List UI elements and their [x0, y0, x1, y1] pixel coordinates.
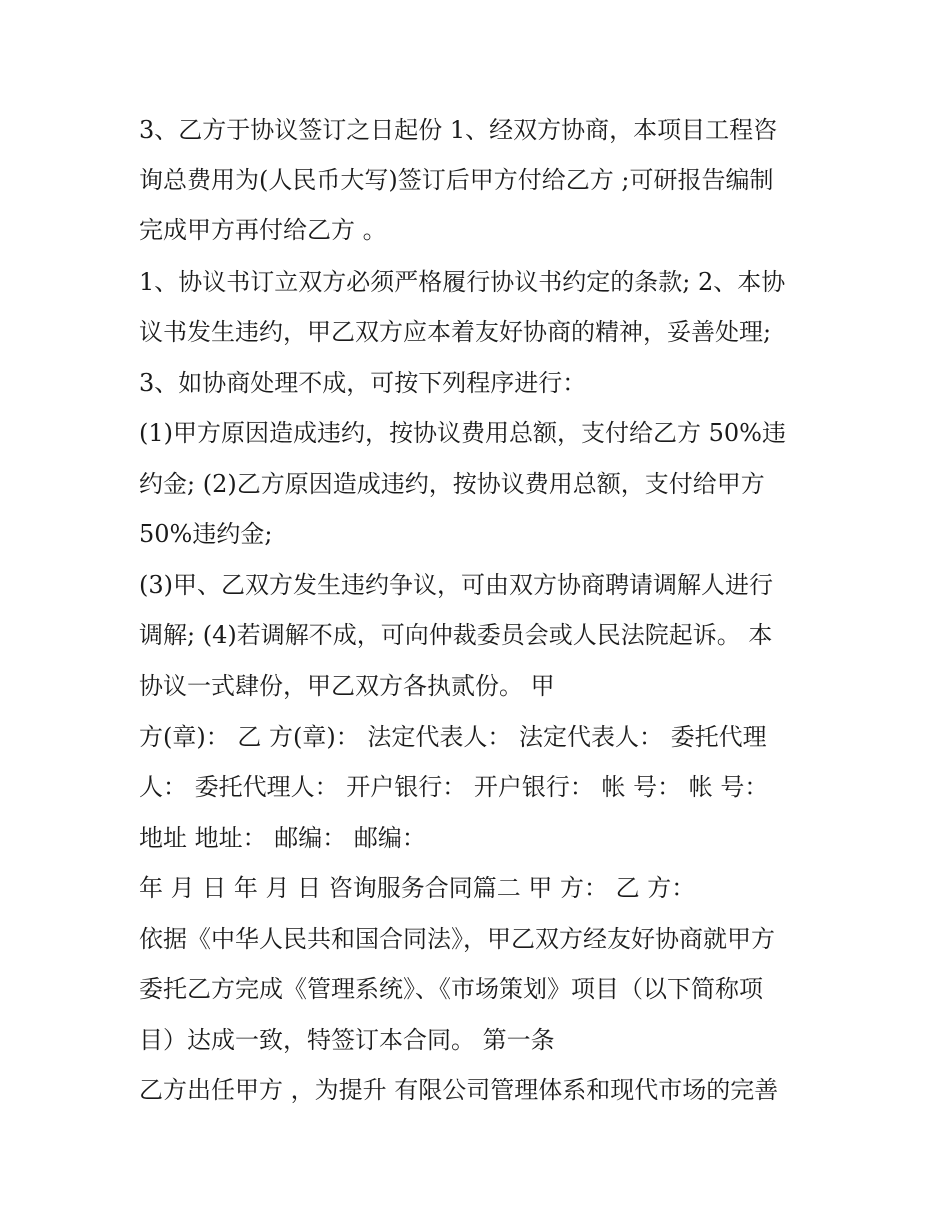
text-line: 调解; (4)若调解不成，可向仲裁委员会或人民法院起诉。 本 [139, 621, 773, 649]
text-line: (3)甲、乙双方发生违约争议，可由双方协商聘请调解人进行 [139, 571, 773, 599]
text-line: 协议一式肆份，甲乙双方各执贰份。 甲 [139, 672, 555, 700]
text-line: 目）达成一致，特签订本合同。 第一条 [139, 1026, 555, 1054]
text-line: 依据《中华人民共和国合同法》，甲乙双方经友好协商就甲方 [139, 925, 775, 953]
text-line: 人： 委托代理人： 开户银行： 开户银行： 帐 号： 帐 号： [139, 773, 769, 801]
text-line: 委托乙方完成《管理系统》、《市场策划》项目（以下简称项 [139, 975, 763, 1003]
text-line: 议书发生违约，甲乙双方应本着友好协商的精神，妥善处理; [139, 318, 772, 346]
text-line: 约金; (2)乙方原因造成违约，按协议费用总额，支付给甲方 [139, 470, 765, 498]
text-line: (1)甲方原因造成违约，按协议费用总额，支付给乙方 50%违 [139, 419, 786, 447]
text-line: 询总费用为(人民币大写)签订后甲方付给乙方 ;可研报告编制 [139, 166, 774, 194]
text-line: 50%违约金; [139, 520, 273, 548]
text-line: 方(章)： 乙 方(章)： 法定代表人： 法定代表人： 委托代理 [139, 723, 767, 751]
text-line: 地址 地址： 邮编： 邮编： [139, 824, 426, 852]
text-line: 1、协议书订立双方必须严格履行协议书约定的条款; 2、本协 [139, 268, 786, 296]
text-line: 3、如协商处理不成，可按下列程序进行： [139, 369, 587, 397]
text-line: 乙方出任甲方 ，为提升 有限公司管理体系和现代市场的完善 [139, 1076, 779, 1104]
text-line: 3、乙方于协议签订之日起份 1、经双方协商，本项目工程咨 [139, 116, 778, 144]
text-line: 年 月 日 年 月 日 咨询服务合同篇二 甲 方： 乙 方： [139, 874, 696, 902]
text-line: 完成甲方再付给乙方 。 [139, 216, 387, 244]
